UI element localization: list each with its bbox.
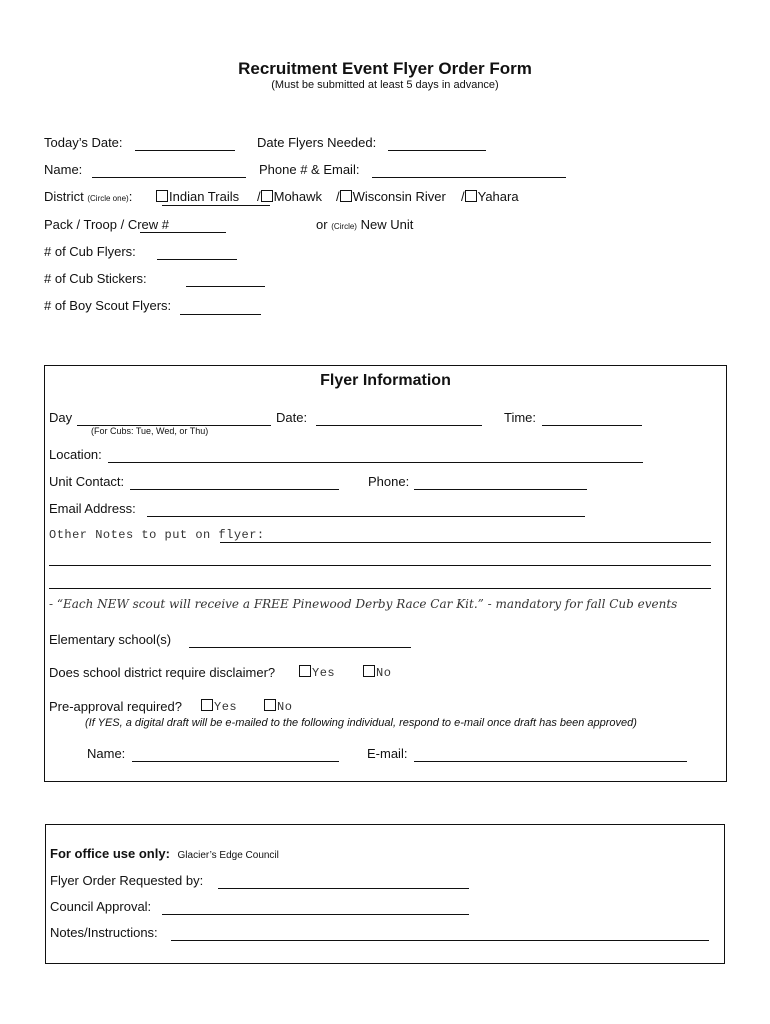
other-notes-field-1[interactable] [220,542,711,543]
flyer-information-title: Flyer Information [320,372,451,389]
email-address-field[interactable] [147,516,585,517]
cub-stickers-label: # of Cub Stickers: [44,271,147,286]
notes-instructions-field[interactable] [171,940,709,941]
boy-scout-flyers-field[interactable] [180,314,261,315]
or-label: or [316,217,328,232]
name-field[interactable] [92,177,246,178]
council-approval-field[interactable] [162,914,469,915]
checkbox-icon[interactable] [465,190,477,202]
day-label: Day [49,410,73,425]
other-notes-field-3[interactable] [49,588,711,589]
checkbox-icon[interactable] [264,699,276,711]
disclaimer-question: Does school district require disclaimer? [49,665,276,680]
date-field[interactable] [316,425,482,426]
checkbox-icon[interactable] [299,665,311,677]
cub-stickers-field[interactable] [186,286,265,287]
district-option-yahara[interactable]: / Yahara [461,189,519,204]
boy-scout-flyers-label: # of Boy Scout Flyers: [44,298,172,313]
checkbox-icon[interactable] [261,190,273,202]
flyer-information-section [44,365,727,782]
unit-contact-field[interactable] [130,489,339,490]
unit-label: Pack / Troop / Crew # [44,217,169,232]
pinewood-derby-note: - “Each NEW scout will receive a FREE Pinewood Derby Race Car Kit.” - mandatory for fall Cub events [49,597,678,611]
approval-name-field[interactable] [132,761,339,762]
district-option-mohawk[interactable]: / Mohawk [257,189,323,204]
phone-label: Phone: [368,474,410,489]
phone-email-label: Phone # & Email: [259,162,360,177]
date-flyers-needed-field[interactable] [388,150,486,151]
council-approval-label: Council Approval: [50,899,152,914]
office-use-section [45,824,725,964]
preapproval-yes-option[interactable]: Yes [201,699,237,714]
new-unit-option[interactable]: New Unit [360,217,414,232]
district-row [44,189,132,204]
elementary-school-field[interactable] [189,647,411,648]
requested-by-label: Flyer Order Requested by: [50,873,204,888]
council-name: Glacier’s Edge Council [177,850,279,861]
other-notes-label: Other Notes to put on flyer: [49,528,265,542]
other-notes-field-2[interactable] [49,565,711,566]
email-address-label: Email Address: [49,501,136,516]
approval-name-label: Name: [87,746,126,761]
todays-date-label: Today’s Date: [44,135,123,150]
checkbox-icon[interactable] [156,190,168,202]
phone-field[interactable] [414,489,587,490]
notes-instructions-label: Notes/Instructions: [50,925,158,940]
checkbox-icon[interactable] [340,190,352,202]
district-colon: : [128,189,133,204]
circle-note: (Circle) [331,222,357,231]
district-underline [162,205,270,206]
disclaimer-no-option[interactable]: No [363,665,391,680]
disclaimer-yes-option[interactable]: Yes [299,665,335,680]
phone-email-field[interactable] [372,177,566,178]
preapproval-question: Pre-approval required? [49,699,182,714]
district-option-wisconsin-river[interactable]: / Wisconsin River [336,189,446,204]
office-use-header [50,846,279,861]
circle-one-note: (Circle one) [87,194,129,203]
location-field[interactable] [108,462,643,463]
time-field[interactable] [542,425,642,426]
office-use-label: For office use only: [50,846,170,861]
unit-number-field[interactable] [140,232,226,233]
preapproval-no-option[interactable]: No [264,699,292,714]
cub-flyers-field[interactable] [157,259,237,260]
approval-email-field[interactable] [414,761,687,762]
name-label: Name: [44,162,83,177]
unit-contact-label: Unit Contact: [49,474,125,489]
district-label: District [44,189,84,204]
preapproval-note: (If YES, a digital draft will be e-mailed to the following individual, respond to e-mail once draft has been approved) [85,717,637,729]
district-option-indian-trails[interactable]: Indian Trails [156,189,239,204]
day-note: (For Cubs: Tue, Wed, or Thu) [91,426,209,436]
form-subtitle: (Must be submitted at least 5 days in advance) [271,79,499,91]
form-title: Recruitment Event Flyer Order Form [238,59,532,78]
todays-date-field[interactable] [135,150,235,151]
date-flyers-needed-label: Date Flyers Needed: [257,135,377,150]
approval-email-label: E-mail: [367,746,408,761]
date-label: Date: [276,410,308,425]
elementary-school-label: Elementary school(s) [49,632,172,647]
cub-flyers-label: # of Cub Flyers: [44,244,136,259]
checkbox-icon[interactable] [363,665,375,677]
checkbox-icon[interactable] [201,699,213,711]
new-unit-row [316,217,413,232]
requested-by-field[interactable] [218,888,469,889]
time-label: Time: [504,410,537,425]
location-label: Location: [49,447,102,462]
